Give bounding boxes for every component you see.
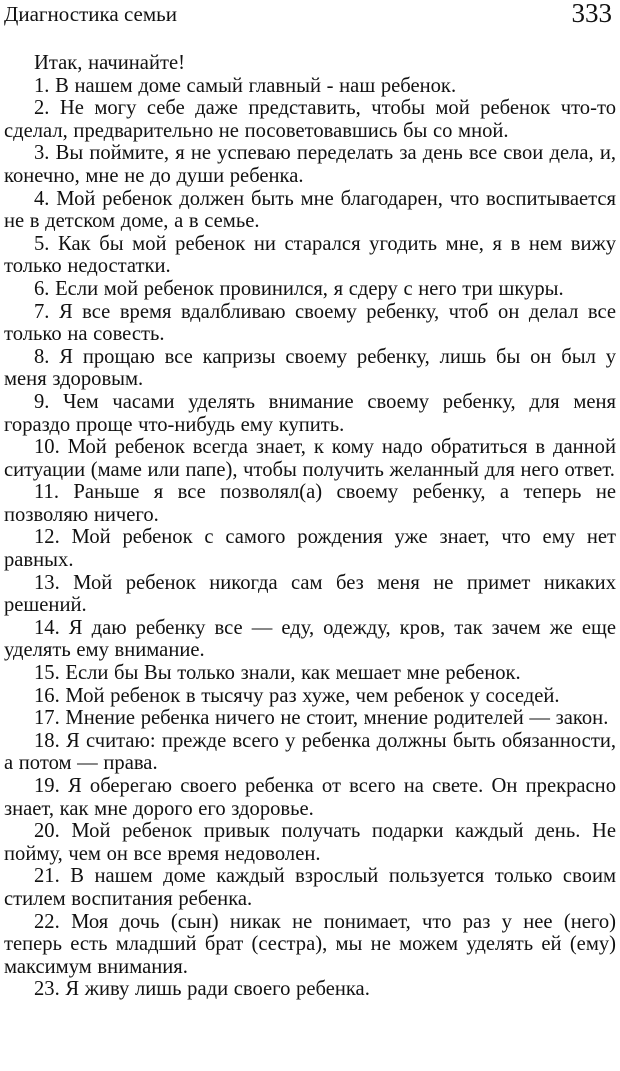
statement-10: 10. Мой ребенок всегда знает, к кому надо обратиться в данной ситуации (маме или папе), чтобы получить желанный для него ответ. (4, 436, 616, 481)
statement-19: 19. Я оберегаю своего ребенка от всего на свете. Он прекрасно знает, как мне дорого его здоровье. (4, 775, 616, 820)
statement-1: 1. В нашем доме самый главный - наш ребенок. (34, 74, 457, 97)
statement-9: 9. Чем часами уделять внимание своему ребенку, для меня гораздо проще что-нибудь ему купить. (4, 390, 616, 436)
statement-17: 17. Мнение ребенка ничего не стоит, мнение родителей — закон. (34, 707, 609, 730)
statement-4: 4. Мой ребенок должен быть мне благодарен, что воспитывается не в детском доме, а в семье. (4, 187, 616, 233)
statement-15: 15. Если бы Вы только знали, как мешает мне ребенок. (34, 662, 521, 685)
running-title: Диагностика семьи (4, 2, 177, 26)
statement-12: 12. Мой ребенок с самого рождения уже знает, что ему нет равных. (4, 526, 616, 572)
statement-5: 5. Как бы мой ребенок ни старался угодить мне, я в нем вижу только недостатки. (4, 232, 616, 278)
statement-8: 8. Я прощаю все капризы своему ребенку, лишь бы он был у меня здоровым. (4, 345, 616, 391)
statement-2: 2. Не могу себе даже представить, чтобы мой ребенок что-то сделал, предварительно не посоветовавшись бы со мной. (4, 97, 616, 142)
page-header (0, 0, 620, 30)
statement-6: 6. Если мой ребенок провинился, я сдеру с него три шкуры. (34, 277, 564, 300)
statement-18: 18. Я считаю: прежде всего у ребенка должны быть обязанности, а потом — права. (4, 729, 616, 775)
statement-23: 23. Я живу лишь ради своего ребенка. (34, 978, 370, 1001)
statement-3: 3. Вы поймите, я не успеваю переделать за день все свои дела, и, конечно, мне не до души ребенка. (4, 142, 616, 187)
statement-14: 14. Я даю ребенку все — еду, одежду, кров, так зачем же еще уделять ему внимание. (4, 616, 616, 662)
statement-11: 11. Раньше я все позволял(а) своему ребенку, а теперь не позволяю ничего. (4, 481, 616, 526)
intro-line: Итак, начинайте! (34, 52, 185, 74)
statement-16: 16. Мой ребенок в тысячу раз хуже, чем ребенок у соседей. (34, 684, 560, 707)
statement-22: 22. Моя дочь (сын) никак не понимает, что раз у нее (него) теперь есть младший брат (сестра), мы не можем уделять ей (ему) максимум внимания. (4, 910, 616, 978)
page-number: 333 (571, 0, 612, 28)
statement-7: 7. Я все время вдалбливаю своему ребенку, чтоб он делал все только на совесть. (4, 300, 616, 346)
body-text (4, 52, 616, 1001)
statement-13: 13. Мой ребенок никогда сам без меня не примет никаких решений. (4, 571, 616, 617)
statement-20: 20. Мой ребенок привык получать подарки каждый день. Не пойму, чем он все время недоволен. (4, 820, 616, 865)
statement-21: 21. В нашем доме каждый взрослый пользуется только своим стилем воспитания ребенка. (4, 865, 616, 910)
